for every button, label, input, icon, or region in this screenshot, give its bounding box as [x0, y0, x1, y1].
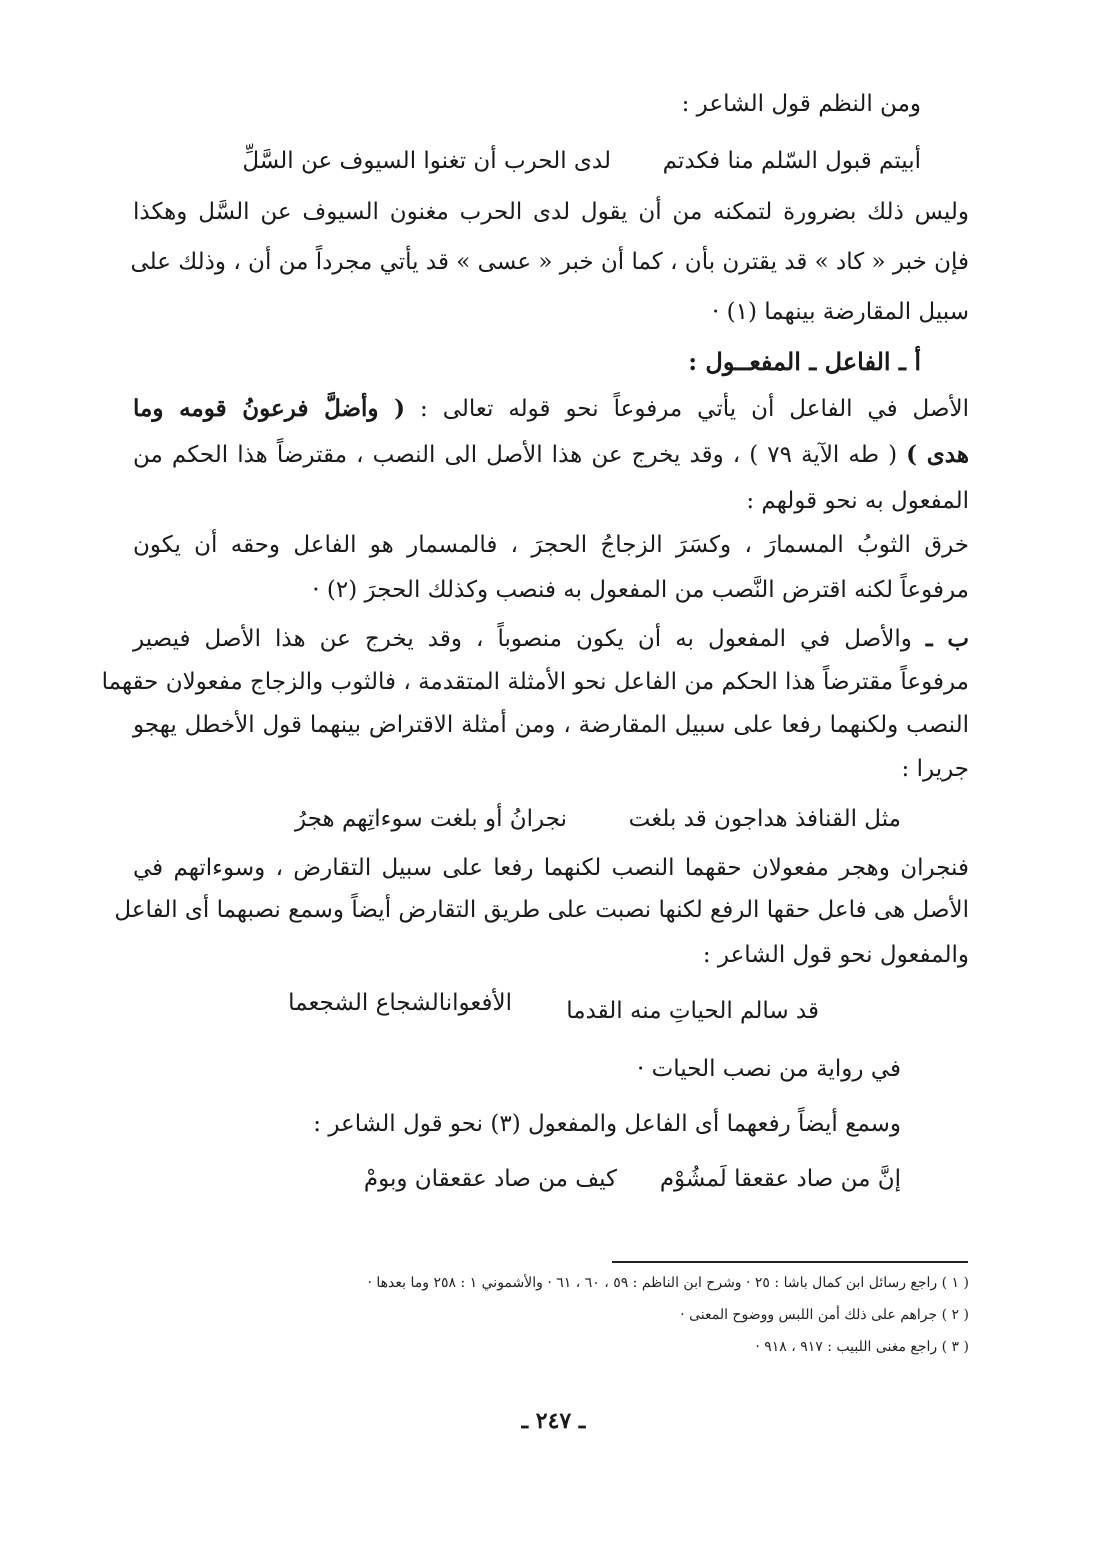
footnote-separator — [612, 1261, 968, 1263]
verse-hemistich-left: نجرانُ أو بلغت سوءاتِهم هجرُ — [295, 806, 567, 832]
text-line: والمفعول نحو قول الشاعر : — [702, 942, 969, 968]
footnote: ( ١ ) راجع رسائل ابن كمال باشا : ٢٥ · وشرح ابن الناظم : ٥٩ ، ٦٠ ، ٦١ · والأشموني ١ : ٢٥٨ وما بعدها · — [367, 1275, 969, 1291]
quran-quote: ( وأضلَّ فرعونُ قومه وما — [133, 395, 406, 422]
text-line — [133, 392, 969, 426]
text-line: الأصل هى فاعل حقها الرفع لكنها نصبت على طريق التقارض أيضاً وسمع نصبهما أى الفاعل — [114, 897, 969, 923]
verse-hemistich-right: مثل القنافذ هداجون قد بلغت — [628, 806, 901, 832]
text-line: وسمع أيضاً رفعهما أى الفاعل والمفعول (٣) نحو قول الشاعر : — [313, 1111, 901, 1137]
text-line: وليس ذلك بضرورة لتمكنه من أن يقول لدى الحرب مغنون السيوف عن السَّل وهكذا — [133, 199, 969, 225]
text-line: فإن خبر « كاد » قد يقترن بأن ، كما أن خبر « عسى » قد يأتي مجرداً من أن ، وذلك على — [130, 249, 969, 275]
text-line: خرق الثوبُ المسمارَ ، وكسَرَ الزجاجُ الحجرَ ، فالمسمار هو الفاعل وحقه أن يكون — [133, 532, 969, 558]
page-number: ـ ٢٤٧ ـ — [521, 1408, 586, 1434]
text-line: جريرا : — [901, 756, 969, 782]
quran-quote-end: هدى ) — [906, 441, 970, 468]
text-line — [133, 622, 969, 656]
text-line: مرفوعاً مقترضاً هذا الحكم من الفاعل نحو الأمثلة المتقدمة ، فالثوب والزجاج مفعولان حقهما — [101, 669, 969, 695]
text-line: النصب ولكنهما رفعا على سبيل المقارضة ، ومن أمثلة الاقتراض بينهما قول الأخطل يهجو — [133, 712, 969, 738]
footnote: ( ٢ ) جراهم على ذلك أمن اللبس ووضوح المعنى · — [680, 1307, 969, 1323]
text-line: مرفوعاً لكنه اقترض النَّصب من المفعول به فنصب وكذلك الحجرَ (٢) · — [312, 577, 969, 603]
text-span: ( طه الآية ٧٩ ) ، وقد يخرج عن هذا الأصل الى النصب ، مقترضاً هذا الحكم من — [133, 442, 907, 468]
verse-hemistich-right: قد سالم الحياتِ منه القدما — [566, 998, 819, 1024]
verse-hemistich-left: لدى الحرب أن تغنوا السيوف عن السَّلِّ — [242, 148, 611, 174]
text-line: المفعول به نحو قولهم : — [746, 488, 969, 514]
section-heading: أ ـ الفاعل ـ المفعــول : — [688, 347, 921, 376]
verse-hemistich-left: كيف من صاد عقعقان وبومْ — [363, 1166, 617, 1192]
text-line — [133, 438, 969, 472]
text-line: ومن النظم قول الشاعر : — [681, 91, 921, 117]
text-line: في رواية من نصب الحيات · — [637, 1056, 901, 1082]
text-span: والأصل في المفعول به أن يكون منصوباً ، وقد يخرج عن هذا الأصل فيصير — [133, 626, 926, 652]
text-span: الأصل في الفاعل أن يأتي مرفوعاً نحو قوله تعالى : — [405, 396, 970, 422]
text-line: سبيل المقارضة بينهما (١) · — [712, 299, 969, 325]
section-marker: ب ـ — [925, 625, 969, 652]
text-line: فنجران وهجر مفعولان حقهما النصب لكنهما رفعا على سبيل التقارض ، وسوءاتهم في — [133, 855, 969, 881]
footnote: ( ٣ ) راجع مغنى اللبيب : ٩١٧ ، ٩١٨ · — [755, 1339, 969, 1355]
verse-hemistich-left: الأفعوانالشجاع الشجعما — [288, 990, 512, 1016]
verse-hemistich-right: إنَّ من صاد عقعقا لَمشُوْم — [659, 1166, 901, 1192]
verse-hemistich-right: أبيتم قبول السّلم منا فكدتم — [662, 148, 921, 174]
